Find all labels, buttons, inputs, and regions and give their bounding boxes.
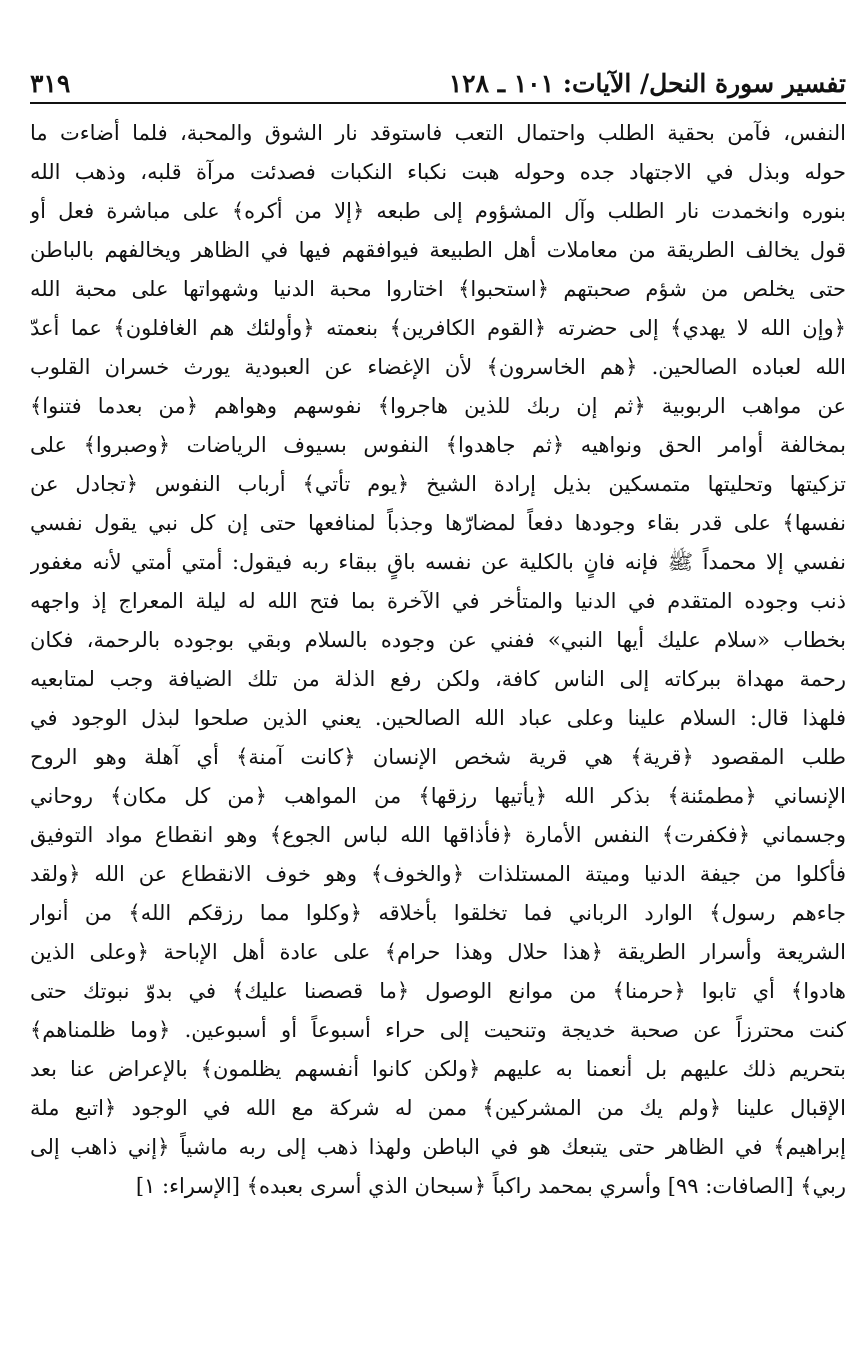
- text-line: بخطاب «سلام عليك أيها النبي» ففني عن وجوده بالسلام وبقي بوجوده بالرحمة، فكان: [30, 628, 846, 652]
- text-line: النفس، فآمن بحقية الطلب واحتمال التعب فاستوقد نار الشوق والمحبة، فلما أضاءت ما: [30, 121, 846, 145]
- text-line: بنوره وانخمدت نار الطلب وآل المشؤوم إلى طبعه ﴿إلا من أكره﴾ على مباشرة فعل أو: [30, 199, 846, 223]
- text-line: جاءهم رسول﴾ الوارد الرباني فما تخلقوا بأخلاقه ﴿وكلوا مما رزقكم الله﴾ من أنوار: [30, 901, 846, 925]
- text-line: فلهذا قال: السلام علينا وعلى عباد الله الصالحين. يعني الذين صلحوا لبذل الوجود في: [30, 706, 846, 730]
- text-line: نفسها﴾ على قدر بقاء وجودها دفعاً لمضارّها وجذباً لمنافعها حتى إن كل نبي يقول نفسي: [30, 511, 846, 535]
- text-line: الإقبال علينا ﴿ولم يك من المشركين﴾ ممن له شركة مع الله في الوجود ﴿اتبع ملة: [30, 1096, 846, 1120]
- text-line: هادوا﴾ أي تابوا ﴿حرمنا﴾ من موانع الوصول ﴿ما قصصنا عليك﴾ في بدوّ نبوتك حتى: [30, 979, 846, 1003]
- text-line: إبراهيم﴾ في الظاهر حتى يتبعك هو في الباطن ولهذا ذهب إلى ربه ماشياً ﴿إني ذاهب إلى: [30, 1135, 846, 1159]
- text-line: طلب المقصود ﴿قرية﴾ هي قرية شخص الإنسان ﴿كانت آمنة﴾ أي آهلة وهو الروح: [30, 745, 846, 769]
- text-line: عن مواهب الربوبية ﴿ثم إن ربك للذين هاجروا﴾ نفوسهم وهواهم ﴿من بعدما فتنوا﴾: [30, 394, 846, 418]
- text-line: الشريعة وأسرار الطريقة ﴿هذا حلال وهذا حرام﴾ على عادة أهل الإباحة ﴿وعلى الذين: [30, 940, 846, 964]
- text-line: بتحريم ذلك عليهم بل أنعمنا به عليهم ﴿ولكن كانوا أنفسهم يظلمون﴾ بالإعراض عنا بعد: [30, 1057, 846, 1081]
- text-line: حتى يخلص من شؤم صحبتهم ﴿استحبوا﴾ اختاروا محبة الدنيا وشهواتها على محبة الله: [30, 277, 846, 301]
- text-line: قول يخالف الطريقة من معاملات أهل الطبيعة فيوافقهم فيها في الظاهر ويخالفهم بالباطن: [30, 238, 846, 262]
- text-line: ﴿وإن الله لا يهدي﴾ إلى حضرته ﴿القوم الكافرين﴾ بنعمته ﴿وأولئك هم الغافلون﴾ عما أعدّ: [30, 316, 846, 340]
- text-line: ذنب وجوده المتقدم في الدنيا والمتأخر في الآخرة بما فتح الله له ليلة المعراج إذ واجهه: [30, 589, 846, 613]
- text-line: وجسماني ﴿فكفرت﴾ النفس الأمارة ﴿فأذاقها الله لباس الجوع﴾ وهو انقطاع مواد التوفيق: [30, 823, 846, 847]
- text-line: حوله وبذل في الاجتهاد جده وحوله هبت نكباء النكبات فصدئت مرآة قلبه، وذهب الله: [30, 160, 846, 184]
- page-header: [30, 58, 846, 98]
- header-rule: [30, 102, 846, 104]
- page-number: ٣١٩: [30, 69, 71, 98]
- text-line: رحمة مهداة ببركاته إلى الناس كافة، ولكن رفع الذلة من تلك الضيافة وجب لمتابعيه: [30, 667, 846, 691]
- text-line: تزكيتها وتحليتها متمسكين بذيل إرادة الشيخ ﴿يوم تأتي﴾ أرباب النفوس ﴿تجادل عن: [30, 472, 846, 496]
- text-line: نفسي إلا محمداً ﷺ فإنه فانٍ بالكلية عن نفسه باقٍ ببقاء ربه فيقول: أمتي أمتي لأنه مغفور: [30, 550, 846, 574]
- text-line: الله لعباده الصالحين. ﴿هم الخاسرون﴾ لأن الإغضاء عن العبودية يورث خسران القلوب: [30, 355, 846, 379]
- text-line: ربي﴾ [الصافات: ٩٩] وأسري بمحمد راكباً ﴿سبحان الذي أسرى بعبده﴾ [الإسراء: ١]: [135, 1174, 846, 1198]
- text-line: الإنساني ﴿مطمئنة﴾ بذكر الله ﴿يأتيها رزقها﴾ من المواهب ﴿من كل مكان﴾ روحاني: [30, 784, 846, 808]
- text-line: فأكلوا من جيفة الدنيا وميتة المستلذات ﴿والخوف﴾ وهو خوف الانقطاع عن الله ﴿ولقد: [30, 862, 846, 886]
- commentary-text: [30, 114, 846, 1206]
- text-line: كنت محترزاً عن صحبة خديجة وتنحيت إلى حراء أسبوعاً أو أسبوعين. ﴿وما ظلمناهم﴾: [30, 1018, 846, 1042]
- text-line: بمخالفة أوامر الحق ونواهيه ﴿ثم جاهدوا﴾ النفوس بسيوف الرياضات ﴿وصبروا﴾ على: [30, 433, 846, 457]
- running-title: تفسير سورة النحل/ الآيات: ١٠١ ـ ١٢٨: [448, 69, 846, 98]
